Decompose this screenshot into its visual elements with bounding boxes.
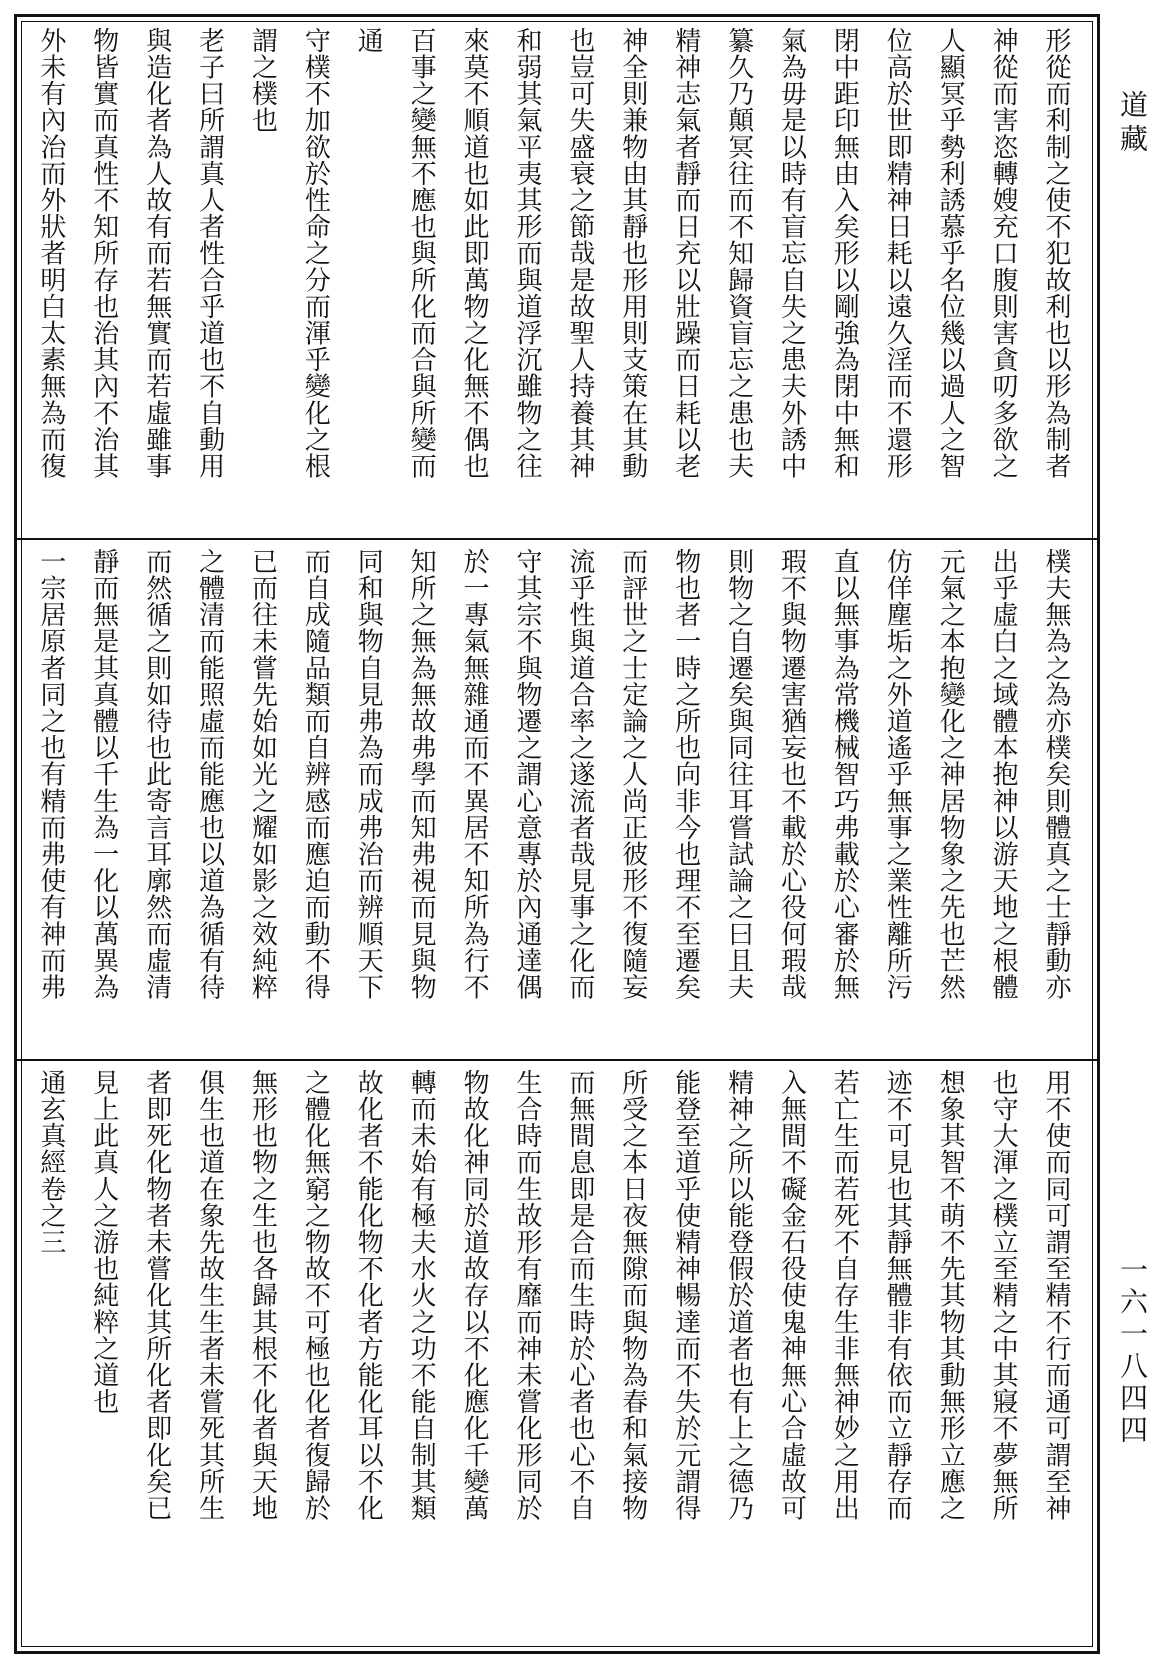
text-column: 仿佯塵垢之外道遙乎無事之業性離所污	[882, 548, 913, 1001]
text-column: 生合時而生故形有靡而神未嘗化形同於	[512, 1069, 542, 1522]
register-bottom	[14, 1059, 1146, 1575]
text-column: 知所之無為無故弗學而知弗視而見與物	[406, 548, 437, 1001]
register-middle	[14, 538, 1146, 1054]
text-column: 出乎虛白之域體本抱神以游天地之根體	[988, 548, 1019, 1001]
text-column: 位高於世即精神日耗以遠久淫而不還形	[882, 27, 913, 480]
text-column: 來莫不順道也如此即萬物之化無不偶也	[459, 27, 490, 480]
text-column: 而自成隨品類而自辨感而應迫而動不得	[300, 548, 331, 1001]
register-top	[14, 17, 1146, 533]
text-column: 想象其智不萌不先其物其動無形立應之	[935, 1069, 966, 1522]
text-column: 者即死化物者未嘗化其所化者即化矣已	[141, 1069, 172, 1522]
text-column: 一宗居原者同之也有精而弗使有神而弗	[35, 548, 66, 1001]
text-column: 神全則兼物由其靜也形用則支策在其動	[617, 27, 648, 480]
page-number: 一六一八四四	[1116, 1255, 1149, 1447]
text-column: 於一專氣無雜通而不異居不知所為行不	[459, 548, 490, 1001]
text-column: 俱生也道在象先故生生者未嘗死其所生	[194, 1069, 225, 1522]
text-column: 守樸不加欲於性命之分而渾乎變化之根	[300, 27, 331, 480]
text-column: 之體清而能照虛而能應也以道為循有待	[194, 548, 225, 1001]
text-column: 故化者不能化物不化者方能化耳以不化	[353, 1069, 384, 1522]
text-column: 而評世之士定論之人尚正彼形不復隨妄	[617, 548, 648, 1001]
text-column: 和弱其氣平夷其形而與道浮沉雖物之往	[512, 27, 542, 480]
text-column: 通玄真經卷之三	[35, 1069, 66, 1256]
text-column: 精神志氣者靜而日充以壯躁而日耗以老	[670, 27, 701, 480]
text-column: 瑕不與物遷害猶妄也不載於心役何瑕哉	[776, 548, 807, 1001]
text-column: 形從而利制之使不犯故利也以形為制者	[1041, 27, 1071, 480]
text-column: 氣為毋是以時有盲忘自失之患夫外誘中	[776, 27, 807, 480]
text-column: 無形也物之生也各歸其根不化者與天地	[247, 1069, 278, 1522]
text-column: 與造化者為人故有而若無實而若虛雖事	[141, 27, 172, 480]
text-column: 所受之本日夜無隙而與物為春和氣接物	[617, 1069, 648, 1522]
text-column: 守其宗不與物遷之謂心意專於內通達偶	[512, 548, 542, 1001]
text-column: 迹不可見也其靜無體非有依而立靜存而	[882, 1069, 913, 1522]
running-title: 道藏	[1116, 90, 1149, 158]
text-column: 能登至道乎使精神暢達而不失於元謂得	[670, 1069, 701, 1522]
text-column: 同和與物自見弗為而成弗治而辨順天下	[353, 548, 384, 1001]
text-column: 用不使而同可謂至精不行而通可謂至神	[1041, 1069, 1071, 1522]
text-column: 而無間息即是合而生時於心者也心不自	[564, 1069, 595, 1522]
text-column: 流乎性與道合率之遂流者哉見事之化而	[564, 548, 595, 1001]
text-column: 已而往未嘗先始如光之耀如影之效純粹	[247, 548, 278, 1001]
text-column: 閉中距印無由入矣形以剛強為閉中無和	[829, 27, 860, 480]
text-column: 靜而無是其真體以千生為一化以萬異為	[88, 548, 119, 1001]
text-column: 樸夫無為之為亦樸矣則體真之士靜動亦	[1041, 548, 1071, 1001]
text-column: 物故化神同於道故存以不化應化千變萬	[459, 1069, 490, 1522]
text-column: 纂久乃顛冥往而不知歸資盲忘之患也夫	[723, 27, 754, 480]
text-column: 若亡生而若死不自存生非無神妙之用出	[829, 1069, 860, 1522]
text-column: 人顯冥乎勢利誘慕乎名位幾以過人之智	[935, 27, 966, 480]
text-column: 老子曰所謂真人者性合乎道也不自動用	[194, 27, 225, 480]
text-column: 入無間不礙金石役使鬼神無心合虛故可	[776, 1069, 807, 1522]
text-column: 物皆實而真性不知所存也治其內不治其	[88, 27, 119, 480]
text-column: 轉而未始有極夫水火之功不能自制其類	[406, 1069, 437, 1522]
text-column: 之體化無窮之物故不可極也化者復歸於	[300, 1069, 331, 1522]
text-column: 百事之變無不應也與所化而合與所變而	[406, 27, 437, 480]
text-column: 直以無事為常機械智巧弗載於心審於無	[829, 548, 860, 1001]
text-column: 見上此真人之游也純粹之道也	[88, 1069, 119, 1415]
text-column: 神從而害恣轉嫂充口腹則害貪叨多欲之	[988, 27, 1019, 480]
text-column: 則物之自遷矣與同往耳嘗試論之曰且夫	[723, 548, 754, 1001]
text-column: 而然循之則如待也此寄言耳廓然而虛清	[141, 548, 172, 1001]
text-column: 也守大渾之樸立至精之中其寢不夢無所	[988, 1069, 1019, 1522]
text-column: 謂之樸也	[247, 27, 278, 134]
text-column: 外未有內治而外狀者明白太素無為而復	[35, 27, 66, 480]
text-column: 通	[353, 27, 384, 54]
text-column: 也豈可失盛衰之節哉是故聖人持養其神	[564, 27, 595, 480]
text-column: 元氣之本抱變化之神居物象之先也芒然	[935, 548, 966, 1001]
text-column: 精神之所以能登假於道者也有上之德乃	[723, 1069, 754, 1522]
text-column: 物也者一時之所也向非今也理不至遷矣	[670, 548, 701, 1001]
